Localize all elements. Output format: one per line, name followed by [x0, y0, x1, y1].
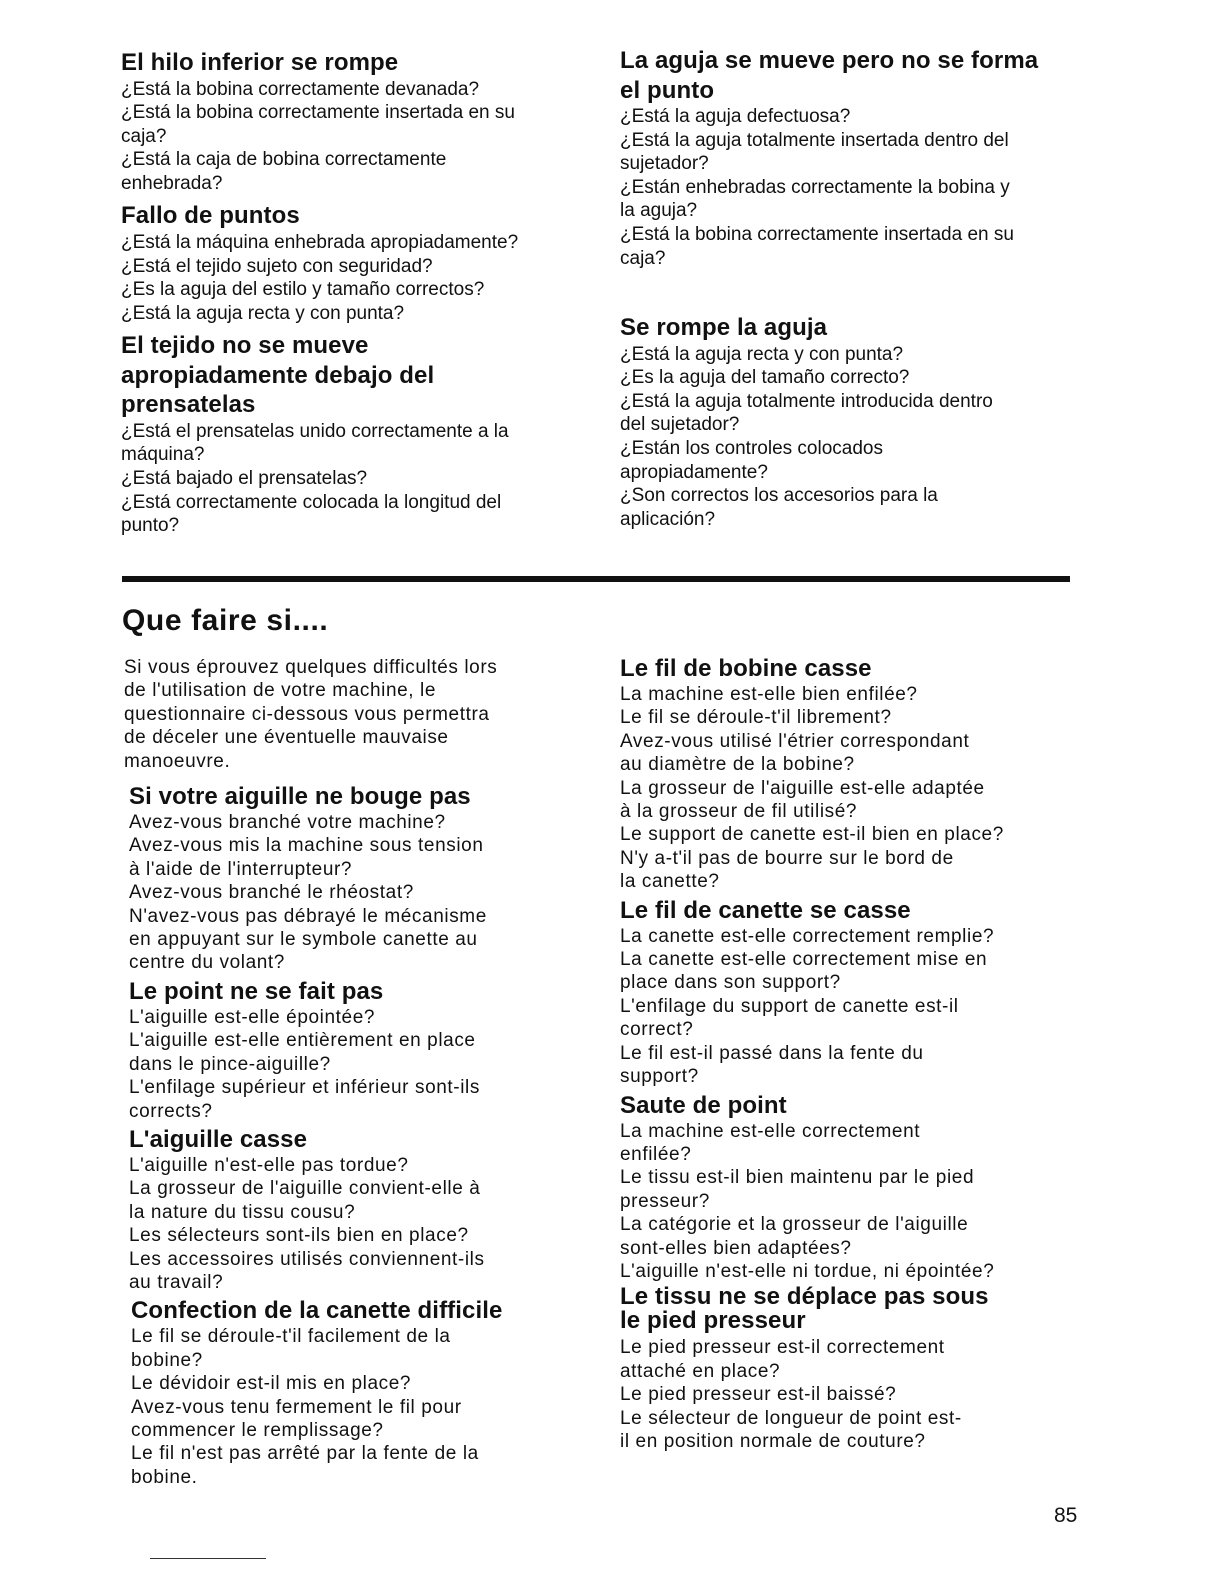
section-heading: Confection de la canette difficile [131, 1297, 503, 1325]
question-line: ¿Está la aguja defectuosa? [620, 106, 851, 127]
intro-line: Si vous éprouvez quelques difficultés lors [124, 657, 498, 678]
question-line: ¿Está la bobina correctamente insertada en su [620, 223, 1014, 245]
question-line: La machine est-elle bien enfilée? [620, 684, 918, 705]
section-fr-point-fait [129, 977, 524, 1123]
question-line: enhebrada? [121, 172, 223, 194]
question-line: Le fil est-il passé dans la fente du [620, 1042, 924, 1064]
section-fr-aiguille-bouge [129, 782, 524, 975]
intro-paragraph [124, 656, 524, 773]
question-line: corrects? [129, 1100, 213, 1122]
question-line: ¿Está la bobina correctamente devanada? [121, 78, 480, 100]
question-line: la aguja? [620, 200, 698, 222]
question-line: ¿Es la aguja del tamaño correcto? [620, 367, 910, 389]
section-fr-saute-point [620, 1091, 1015, 1284]
section-divider [122, 576, 1070, 582]
section-heading: La aguja se mueve pero no se forma el punto [620, 47, 1039, 104]
question-line: Avez-vous branché le rhéostat? [129, 882, 414, 904]
question-line: ¿Es la aguja del estilo y tamaño correctos? [121, 279, 485, 301]
intro-line: de l'utilisation de votre machine, le [124, 680, 437, 702]
question-line: sujetador? [620, 153, 709, 175]
question-line: L'aiguille n'est-elle ni tordue, ni épointée? [620, 1260, 995, 1282]
question-line: ¿Está la aguja totalmente insertada dentro del [620, 129, 1009, 151]
question-line: Le fil n'est pas arrêté par la fente de la [131, 1443, 479, 1465]
question-line: sont-elles bien adaptées? [620, 1237, 852, 1259]
question-line: ¿Están enhebradas correctamente la bobina y [620, 176, 1010, 198]
question-line: place dans son support? [620, 972, 841, 994]
question-line: Le pied presseur est-il baissé? [620, 1384, 897, 1406]
question-line: presseur? [620, 1190, 710, 1212]
section-heading: Saute de point [620, 1091, 787, 1119]
question-line: à l'aide de l'interrupteur? [129, 858, 353, 880]
question-line: correct? [620, 1019, 694, 1041]
section-fr-tissu-deplace [620, 1285, 1015, 1453]
page-number: 85 [1054, 1504, 1078, 1527]
question-line: la nature du tissu cousu? [129, 1201, 356, 1223]
section-es-rompe-aguja [620, 313, 1065, 531]
spanish-left-column [121, 48, 571, 538]
question-line: Le support de canette est-il bien en place? [620, 824, 1004, 846]
question-line: attaché en place? [620, 1360, 781, 1382]
question-line: ¿Está la aguja recta y con punta? [620, 343, 904, 365]
question-line: ¿Están los controles colocados [620, 438, 883, 460]
question-line: il en position normale de couture? [620, 1430, 926, 1452]
question-line: La machine est-elle correctement [620, 1120, 921, 1142]
section-heading: Le fil de canette se casse [620, 896, 911, 924]
question-line: au diamètre de la bobine? [620, 754, 855, 776]
question-line: Avez-vous utilisé l'étrier correspondant [620, 730, 970, 752]
question-line: ¿Está correctamente colocada la longitud del [121, 491, 502, 513]
question-line: ¿Está la máquina enhebrada apropiadamente? [121, 231, 519, 253]
section-es-tejido [121, 331, 571, 537]
question-line: ¿Está la aguja totalmente introducida dentro [620, 390, 993, 412]
question-line: L'enfilage du support de canette est-il [620, 995, 959, 1017]
footer-rule [150, 1558, 266, 1559]
section-fr-canette-difficile [131, 1296, 524, 1489]
question-line: Avez-vous mis la machine sous tension [129, 835, 484, 857]
question-line: ¿Está bajado el prensatelas? [121, 468, 368, 490]
question-line: La canette est-elle correctement mise en [620, 949, 988, 971]
section-fr-fil-canette [620, 896, 1015, 1089]
intro-line: questionnaire ci-dessous vous permettra [124, 703, 490, 725]
section-es-fallo-puntos [121, 201, 571, 325]
question-line: à la grosseur de fil utilisé? [620, 801, 858, 823]
section-heading: Le tissu ne se déplace pas sous le pied presseur [620, 1283, 989, 1335]
question-line: dans le pince-aiguille? [129, 1053, 331, 1075]
question-line: ¿Está la bobina correctamente insertada en su [121, 102, 515, 124]
question-line: au travail? [129, 1271, 224, 1293]
question-line: centre du volant? [129, 952, 285, 974]
section-heading: El hilo inferior se rompe [121, 49, 399, 76]
section-heading: Le fil de bobine casse [620, 655, 872, 682]
section-heading: L'aiguille casse [129, 1125, 308, 1153]
section-heading: Se rompe la aguja [620, 314, 828, 342]
section-es-hilo-inferior [121, 48, 571, 195]
question-line: apropiadamente? [620, 461, 768, 483]
question-line: Le dévidoir est-il mis en place? [131, 1373, 412, 1395]
question-line: Avez-vous branché votre machine? [129, 812, 446, 834]
question-line: Le fil se déroule-t'il facilement de la [131, 1326, 451, 1348]
question-line: caja? [620, 247, 666, 269]
intro-line: manoeuvre. [124, 750, 231, 772]
question-line: máquina? [121, 444, 205, 466]
section-heading: Si votre aiguille ne bouge pas [129, 783, 471, 811]
question-line: Les accessoires utilisés conviennent-ils [129, 1248, 485, 1270]
question-line: ¿Está la caja de bobina correctamente [121, 149, 447, 171]
question-line: L'aiguille est-elle entièrement en place [129, 1030, 476, 1052]
question-line: Le sélecteur de longueur de point est- [620, 1407, 962, 1429]
section-fr-aiguille-casse [129, 1125, 524, 1294]
question-line: en appuyant sur le symbole canette au [129, 929, 478, 951]
question-line: ¿Son correctos los accesorios para la [620, 485, 938, 507]
spanish-right-column [620, 46, 1065, 531]
section-fr-fil-bobine [620, 654, 1015, 894]
question-line: caja? [121, 125, 167, 147]
question-line: La grosseur de l'aiguille est-elle adaptée [620, 777, 985, 799]
question-line: Le pied presseur est-il correctement [620, 1337, 945, 1359]
question-line: ¿Está el prensatelas unido correctamente a la [121, 420, 509, 442]
section-heading: Fallo de puntos [121, 202, 300, 230]
question-line: enfilée? [620, 1143, 692, 1165]
section-es-aguja-mueve [620, 46, 1065, 270]
question-line: La canette est-elle correctement remplie? [620, 925, 995, 947]
question-line: la canette? [620, 871, 720, 893]
intro-line: de déceler une éventuelle mauvaise [124, 727, 449, 749]
question-line: L'aiguille est-elle épointée? [129, 1006, 376, 1028]
question-line: Avez-vous tenu fermement le fil pour [131, 1396, 462, 1418]
question-line: bobine? [131, 1349, 203, 1371]
question-line: Le fil se déroule-t'il librement? [620, 707, 892, 729]
french-left-column [124, 656, 524, 1489]
question-line: L'enfilage supérieur et inférieur sont-ils [129, 1077, 480, 1099]
question-line: Le tissu est-il bien maintenu par le pied [620, 1167, 975, 1189]
question-line: support? [620, 1066, 699, 1088]
question-line: ¿Está la aguja recta y con punta? [121, 302, 405, 324]
question-line: del sujetador? [620, 414, 740, 436]
question-line: bobine. [131, 1466, 198, 1488]
section-heading: El tejido no se mueve apropiadamente debajo del prensatelas [121, 332, 435, 419]
page-title: Que faire si.... [122, 604, 329, 637]
question-line: ¿Está el tejido sujeto con seguridad? [121, 255, 433, 277]
question-line: Les sélecteurs sont-ils bien en place? [129, 1225, 469, 1247]
question-line: N'y a-t'il pas de bourre sur le bord de [620, 847, 954, 869]
question-line: aplicación? [620, 508, 716, 530]
french-right-column [620, 654, 1015, 1453]
question-line: La grosseur de l'aiguille convient-elle à [129, 1178, 481, 1200]
section-heading: Le point ne se fait pas [129, 977, 384, 1005]
question-line: L'aiguille n'est-elle pas tordue? [129, 1154, 409, 1176]
question-line: commencer le remplissage? [131, 1419, 384, 1441]
question-line: punto? [121, 515, 180, 537]
question-line: La catégorie et la grosseur de l'aiguille [620, 1214, 969, 1236]
question-line: N'avez-vous pas débrayé le mécanisme [129, 905, 487, 927]
